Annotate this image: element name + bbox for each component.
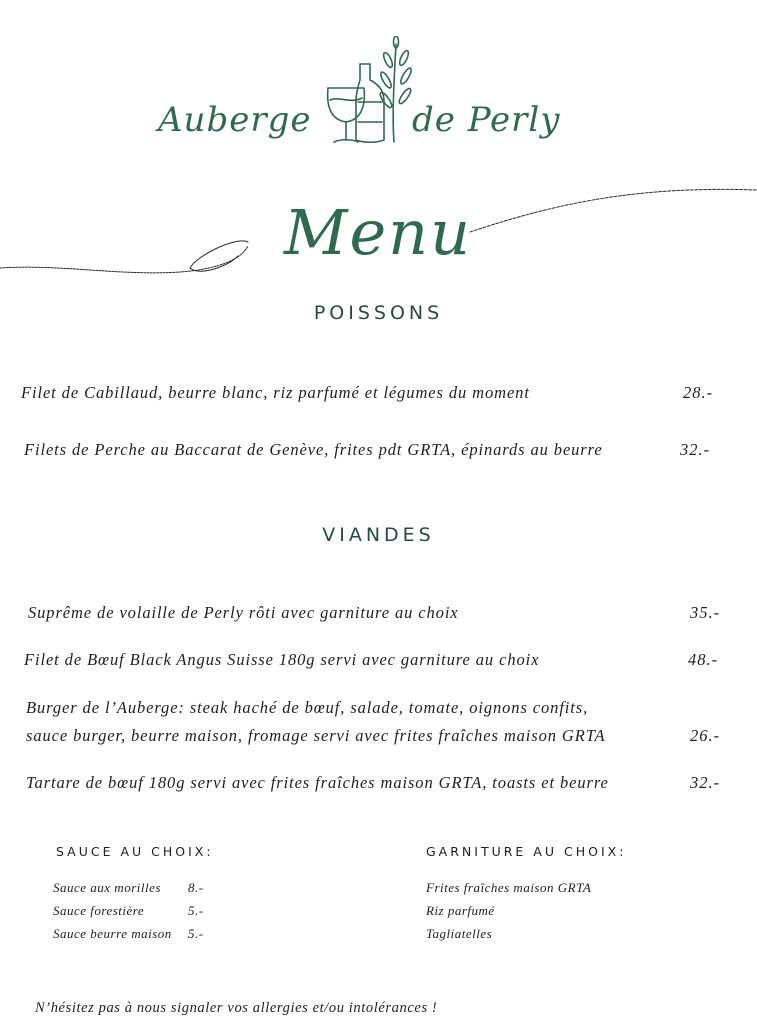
allergy-note: N’hésitez pas à nous signaler vos allergies et/ou intolérances ! bbox=[35, 1000, 438, 1016]
menu-item-price: 35.- bbox=[690, 603, 721, 622]
sauce-heading: SAUCE AU CHOIX: bbox=[56, 844, 214, 859]
menu-item-price: 28.- bbox=[683, 383, 714, 402]
menu-item-price: 32.- bbox=[690, 773, 721, 792]
menu-item-burger-line2: sauce burger, beurre maison, fromage servi avec frites fraîches maison GRTA bbox=[26, 726, 606, 745]
sauce-item-name: Sauce forestière bbox=[53, 903, 145, 918]
menu-title: Menu bbox=[284, 196, 473, 269]
menu-item-burger-line1: Burger de l’Auberge: steak haché de bœuf, salade, tomate, oignons confits, bbox=[26, 698, 589, 717]
sauce-item-price: 8.- bbox=[188, 880, 204, 895]
menu-item-price: 32.- bbox=[680, 440, 711, 459]
section-title-poissons: POISSONS bbox=[313, 302, 444, 324]
menu-item-price: 48.- bbox=[688, 650, 719, 669]
menu-item-cabillaud: Filet de Cabillaud, beurre blanc, riz parfumé et légumes du moment bbox=[21, 383, 530, 402]
menu-item-supreme-volaille: Suprême de volaille de Perly rôti avec garniture au choix bbox=[28, 603, 459, 622]
garniture-heading: GARNITURE AU CHOIX: bbox=[426, 844, 627, 859]
sauce-item-name: Sauce aux morilles bbox=[53, 880, 161, 895]
logo-text-auberge: Auberge bbox=[158, 100, 312, 140]
menu-item-perche: Filets de Perche au Baccarat de Genève, frites pdt GRTA, épinards au beurre bbox=[24, 440, 603, 459]
garniture-item: Tagliatelles bbox=[426, 926, 493, 941]
sauce-item-price: 5.- bbox=[188, 903, 204, 918]
garniture-item: Frites fraîches maison GRTA bbox=[426, 880, 592, 895]
garniture-item: Riz parfumé bbox=[426, 903, 495, 918]
sauce-item-price: 5.- bbox=[188, 926, 204, 941]
sauce-item-name: Sauce beurre maison bbox=[53, 926, 172, 941]
menu-item-filet-boeuf: Filet de Bœuf Black Angus Suisse 180g servi avec garniture au choix bbox=[24, 650, 540, 669]
menu-item-price: 26.- bbox=[690, 726, 721, 745]
menu-item-tartare: Tartare de bœuf 180g servi avec frites fraîches maison GRTA, toasts et beurre bbox=[26, 773, 609, 792]
logo-text-de-perly: de Perly bbox=[412, 100, 561, 140]
section-title-viandes: VIANDES bbox=[322, 524, 435, 546]
